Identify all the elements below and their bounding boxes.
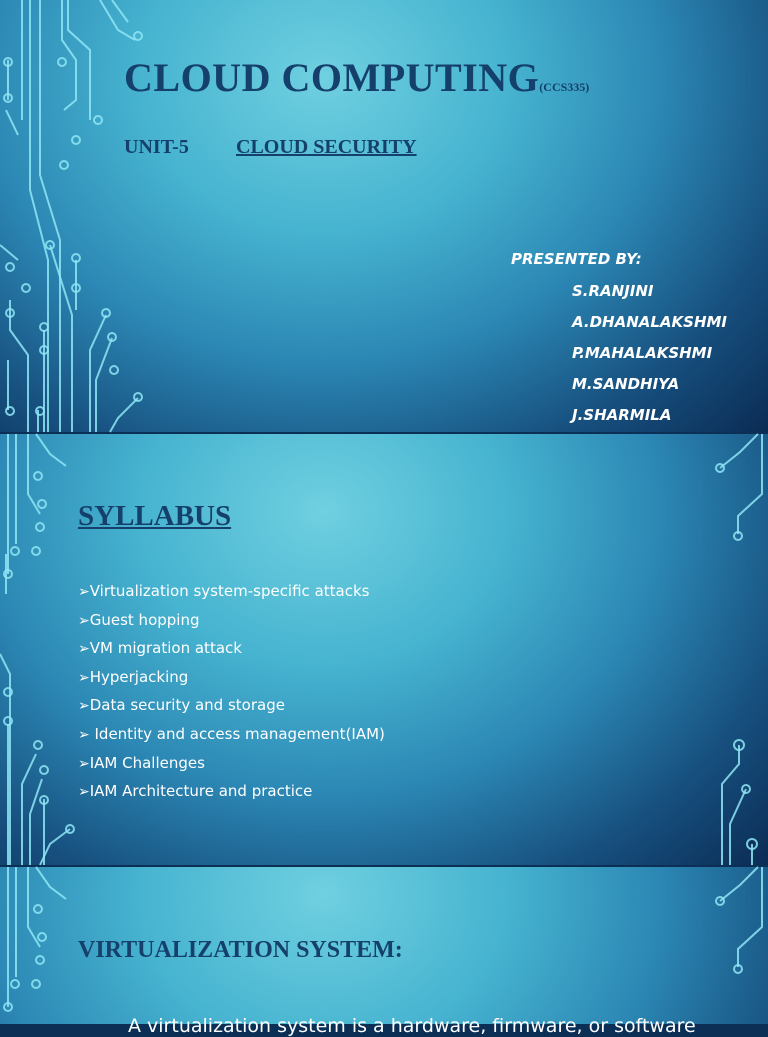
arrow-bullet-icon: ➢ <box>78 641 90 658</box>
presentation-title: CLOUD COMPUTING(CCS335) <box>124 55 590 100</box>
unit-label: UNIT-5 <box>124 136 189 158</box>
circuit-decoration-left <box>0 434 80 865</box>
virtualization-slide <box>0 867 768 1037</box>
arrow-bullet-icon: ➢ <box>78 726 90 743</box>
arrow-bullet-icon: ➢ <box>78 784 90 801</box>
list-item: ➢Data security and storage <box>78 696 285 715</box>
presented-by-label: PRESENTED BY: <box>511 250 642 268</box>
presenter-name: M.SANDHIYA <box>572 375 680 393</box>
presenter-name: S.RANJINI <box>572 282 654 300</box>
course-code: (CCS335) <box>539 80 590 94</box>
list-item: ➢Hyperjacking <box>78 667 189 686</box>
title-slide <box>0 0 768 432</box>
list-item: ➢Guest hopping <box>78 610 200 629</box>
presenter-list <box>572 281 727 436</box>
slide-title: VIRTUALIZATION SYSTEM: <box>78 937 403 963</box>
presenter-name: P.MAHALAKSHMI <box>572 344 713 362</box>
presenter-name: J.SHARMILA <box>572 406 672 424</box>
arrow-bullet-icon: ➢ <box>78 698 90 715</box>
arrow-bullet-icon: ➢ <box>78 669 90 686</box>
body-text: A virtualization system is a hardware, firmware, or software <box>128 1015 696 1037</box>
list-item: ➢IAM Challenges <box>78 753 205 772</box>
arrow-bullet-icon: ➢ <box>78 584 90 600</box>
syllabus-title: SYLLABUS <box>78 500 232 532</box>
circuit-decoration-right <box>700 867 768 1024</box>
circuit-decoration-left <box>0 867 80 1024</box>
arrow-bullet-icon: ➢ <box>78 755 90 772</box>
list-item: ➢VM migration attack <box>78 639 242 658</box>
syllabus-list <box>78 581 385 810</box>
presenter-name: A.DHANALAKSHMI <box>572 313 728 331</box>
circuit-decoration-right <box>700 434 768 865</box>
arrow-bullet-icon: ➢ <box>78 612 90 629</box>
list-item: ➢IAM Architecture and practice <box>78 782 313 801</box>
unit-topic: CLOUD SECURITY <box>236 136 417 158</box>
list-item: ➢Virtualization system-specific attacks <box>78 582 370 600</box>
syllabus-slide <box>0 434 768 865</box>
list-item: ➢ Identity and access management(IAM) <box>78 724 385 743</box>
